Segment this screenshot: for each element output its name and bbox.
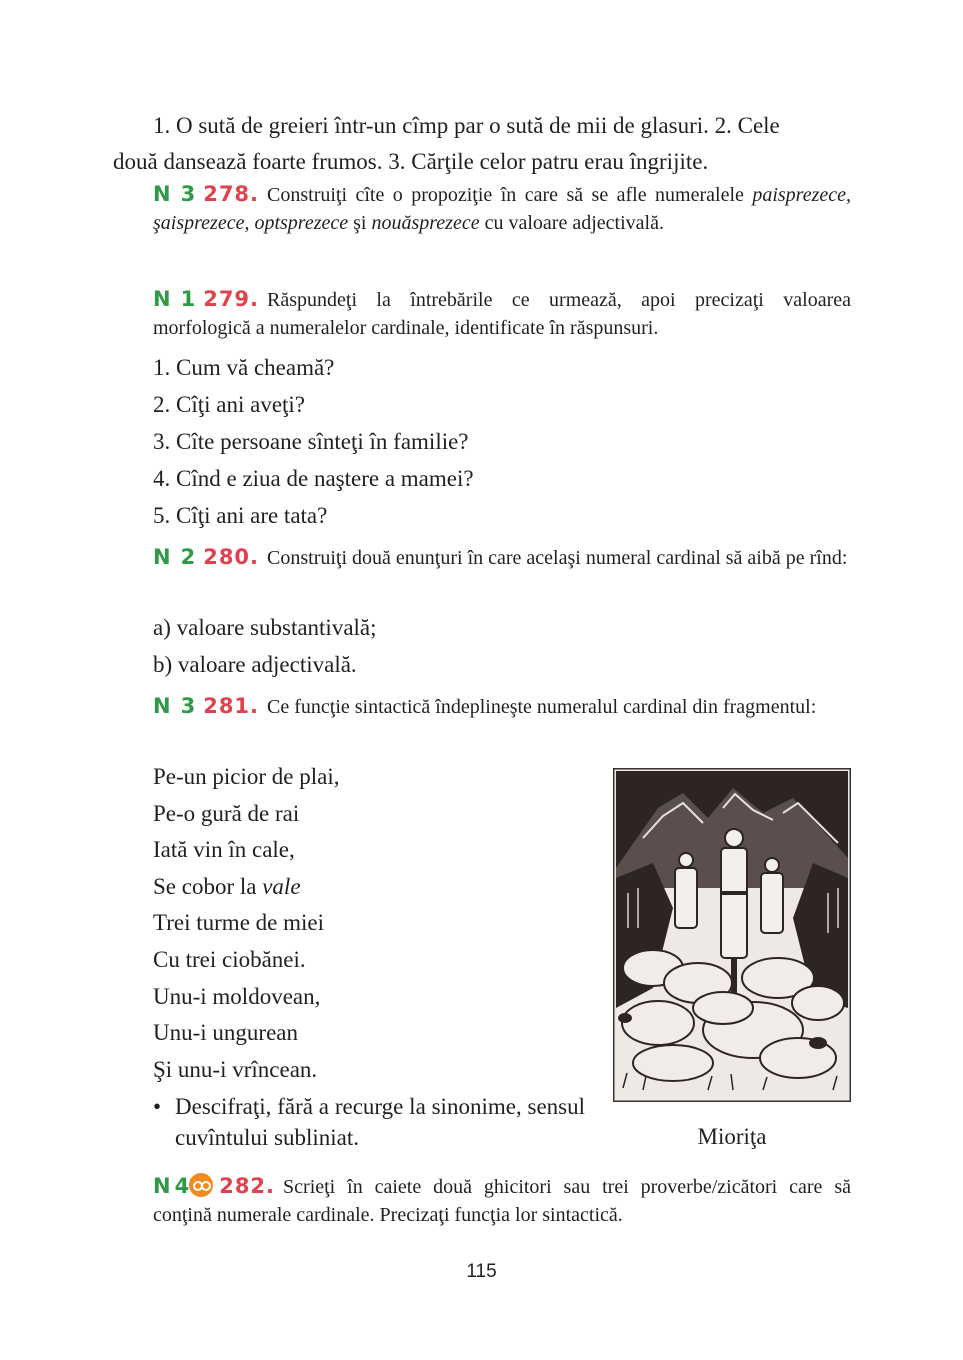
bullet-icon: • — [153, 1094, 162, 1119]
bullet-text: Descifraţi, fără a recurge la sinonime, sensul cuvîntului subliniat. — [175, 1094, 585, 1150]
exercise-280 — [153, 543, 851, 572]
exercise-number: 282. — [219, 1174, 276, 1198]
poem-line: Şi unu-i vrîncean. — [153, 1056, 318, 1082]
intro-line-2: două dansează foarte frumos. 3. Cărţile celor patru erau îngrijite. — [113, 149, 709, 174]
poem-line: Cu trei ciobănei. — [153, 946, 306, 972]
poem-line: Unu-i ungurean — [153, 1020, 298, 1046]
exercise-number: 279. — [203, 287, 260, 311]
bullet-task — [153, 1091, 585, 1153]
exercise-number: 280. — [203, 545, 260, 569]
exercise-text: Răspundeţi la întrebările ce urmează, apoi precizaţi valoarea morfologică a numeralelor cardinale, identificate în răspunsuri. — [153, 289, 851, 339]
difficulty-level: 2 — [180, 545, 196, 569]
exercise-number: 281. — [203, 694, 260, 718]
exercise-282 — [153, 1172, 851, 1229]
exercise-text-end: cu valoare adjectivală. — [479, 212, 664, 234]
miorita-illustration — [613, 768, 851, 1102]
list-item: 4. Cînd e ziua de naştere a mamei? — [153, 466, 474, 491]
answer-options — [153, 610, 377, 684]
exercise-number: 278. — [203, 182, 260, 206]
italic-numerals: paisprezece, şaisprezece, optsprezece — [153, 184, 851, 234]
cd-icon — [189, 1173, 213, 1197]
poem-line: Iată vin în cale, — [153, 837, 295, 863]
poem-fragment — [153, 759, 340, 1088]
image-caption: Mioriţa — [697, 1124, 767, 1149]
difficulty-level: 3 — [180, 182, 196, 206]
poem-line: Pe-un picior de plai, — [153, 764, 340, 789]
highlighted-word: vale — [262, 873, 301, 899]
poem-line: Trei turme de miei — [153, 910, 324, 936]
poem-line: Pe-o gură de rai — [153, 800, 300, 826]
exercise-text: Construiţi două enunţuri în care acelaşi numeral cardinal să aibă pe rînd: — [267, 547, 848, 569]
exercise-label: N — [153, 694, 173, 718]
page-number: 115 — [466, 1261, 497, 1282]
exercise-text-conj: şi — [348, 212, 372, 234]
list-item: 1. Cum vă cheamă? — [153, 355, 335, 380]
exercise-text: Ce funcţie sintactică îndeplineşte numeralul cardinal din fragmentul: — [267, 696, 817, 718]
question-list — [153, 350, 474, 535]
intro-paragraph — [113, 108, 851, 180]
difficulty-level: 3 — [180, 694, 196, 718]
exercise-278 — [153, 180, 851, 237]
difficulty-level: 1 — [180, 287, 196, 311]
exercise-text: Scrieţi în caiete două ghicitori sau trei proverbe/zicători care să conţină numerale cardinale. Precizaţi funcţia lor sintactică. — [153, 1176, 851, 1226]
italic-numeral-2: nouăsprezece — [371, 212, 480, 234]
exercise-label: N — [153, 182, 173, 206]
list-item: 2. Cîţi ani aveţi? — [153, 392, 306, 417]
list-item: b) valoare adjectivală. — [153, 652, 357, 677]
list-item: a) valoare substantivală; — [153, 615, 377, 640]
woodcut-image — [613, 768, 851, 1102]
poem-text: Se cobor la — [153, 873, 263, 899]
poem-line — [153, 869, 340, 906]
exercise-label: N — [153, 545, 173, 569]
intro-line-1: 1. O sută de greieri într-un cîmp par o sută de mii de glasuri. 2. Cele — [153, 113, 780, 138]
exercise-label: N — [153, 1174, 173, 1198]
list-item: 3. Cîte persoane sînteţi în familie? — [153, 429, 469, 454]
exercise-label: N — [153, 287, 173, 311]
difficulty-level: 4 — [174, 1174, 190, 1198]
exercise-279 — [153, 285, 851, 342]
exercise-text: Construiţi cîte o propoziţie în care să se afle numeralele — [267, 184, 753, 206]
exercise-281 — [153, 692, 851, 721]
poem-line: Unu-i moldovean, — [153, 983, 321, 1009]
list-item: 5. Cîţi ani are tata? — [153, 503, 328, 528]
